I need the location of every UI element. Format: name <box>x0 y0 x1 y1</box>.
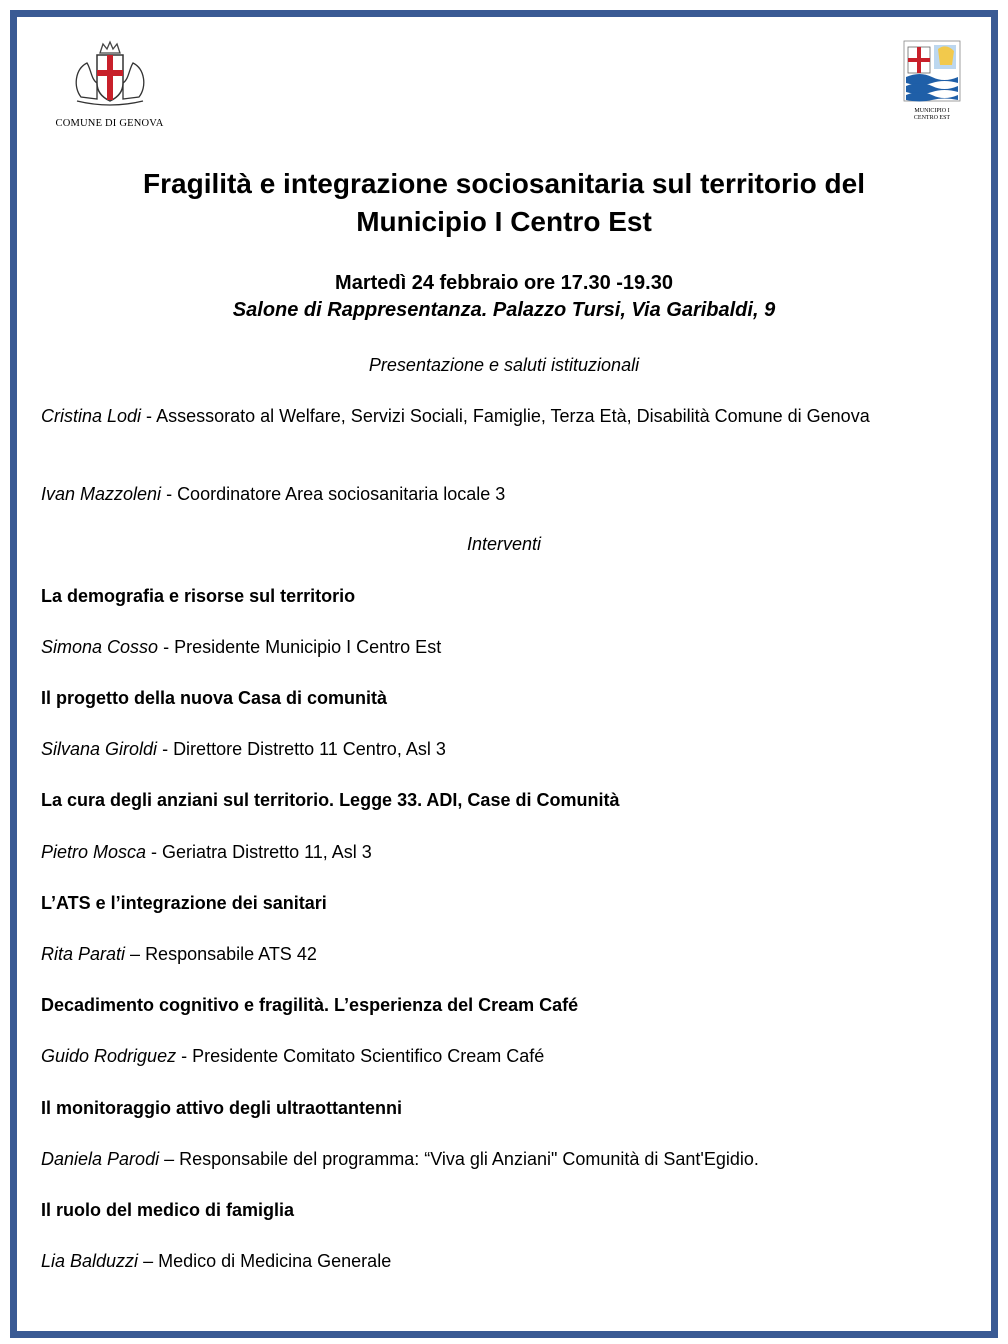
talk-topic: Il monitoraggio attivo degli ultraottantenni <box>41 1098 402 1118</box>
event-title-line-2: Municipio I Centro Est <box>356 206 652 237</box>
speaker-name: Rita Parati <box>41 944 126 964</box>
comune-logo-caption: COMUNE DI GENOVA <box>55 118 164 129</box>
speaker-entry <box>41 403 961 429</box>
section-heading-talks: Interventi <box>466 534 542 554</box>
speaker-name: Guido Rodriguez <box>41 1046 177 1066</box>
speaker-entry <box>41 1146 961 1172</box>
speaker-entry <box>41 941 961 967</box>
event-venue: Salone di Rappresentanza. Palazzo Tursi, Via Garibaldi, 9 <box>232 299 776 321</box>
separator: - <box>176 1046 193 1066</box>
speaker-role: Responsabile ATS 42 <box>145 944 317 964</box>
speaker-entry <box>41 1248 961 1274</box>
separator: - <box>161 484 178 504</box>
speaker-entry <box>41 1043 961 1069</box>
page-border <box>10 10 998 1338</box>
talk-topic: La cura degli anziani sul territorio. Legge 33. ADI, Case di Comunità <box>41 790 620 810</box>
separator: – <box>138 1251 159 1271</box>
event-title <box>47 165 961 241</box>
speaker-role: Direttore Distretto 11 Centro, Asl 3 <box>173 739 446 759</box>
separator: – <box>125 944 146 964</box>
event-details <box>47 270 961 324</box>
section-heading-greetings: Presentazione e saluti istituzionali <box>368 355 640 375</box>
talk-topic: Decadimento cognitivo e fragilità. L’esperienza del Cream Café <box>41 995 579 1015</box>
speaker-role: Presidente Comitato Scientifico Cream Café <box>192 1046 545 1066</box>
speaker-name: Daniela Parodi <box>41 1149 160 1169</box>
speaker-name: Cristina Lodi <box>41 406 142 426</box>
talk-topic: La demografia e risorse sul territorio <box>41 586 356 606</box>
speaker-role: Medico di Medicina Generale <box>158 1251 392 1271</box>
speaker-name: Lia Balduzzi <box>41 1251 139 1271</box>
speaker-entry <box>41 736 961 762</box>
separator: - <box>157 739 174 759</box>
genova-coat-of-arms-icon <box>67 39 153 111</box>
talk-topic: Il ruolo del medico di famiglia <box>41 1200 295 1220</box>
talk-topic: Il progetto della nuova Casa di comunità <box>41 688 388 708</box>
speaker-name: Simona Cosso <box>41 637 159 657</box>
event-date: Martedì 24 febbraio ore 17.30 -19.30 <box>335 272 673 294</box>
speaker-entry <box>41 839 961 865</box>
speaker-role: Assessorato al Welfare, Servizi Sociali, Famiglie, Terza Età, Disabilità Comune di Genova <box>156 406 870 426</box>
speaker-name: Silvana Giroldi <box>41 739 158 759</box>
speaker-role: Coordinatore Area sociosanitaria locale 3 <box>177 484 506 504</box>
comune-di-genova-logo <box>47 39 172 129</box>
speaker-name: Pietro Mosca <box>41 842 147 862</box>
speaker-role: Geriatra Distretto 11, Asl 3 <box>162 842 372 862</box>
talk-topic: L’ATS e l’integrazione dei sanitari <box>41 893 327 913</box>
event-title-line-1: Fragilità e integrazione sociosanitaria sul territorio del <box>143 168 865 199</box>
speaker-entry <box>41 481 961 507</box>
separator: – <box>159 1149 180 1169</box>
municipio-logo-caption-2: CENTRO EST <box>913 115 951 121</box>
municipio-logo-caption-1: MUNICIPIO I <box>914 108 950 114</box>
separator: - <box>146 842 163 862</box>
speaker-role: Responsabile del programma: “Viva gli Anziani" Comunità di Sant'Egidio. <box>179 1149 759 1169</box>
speaker-name: Ivan Mazzoleni <box>41 484 162 504</box>
speaker-role: Presidente Municipio I Centro Est <box>174 637 442 657</box>
speaker-entry <box>41 634 961 660</box>
municipio-centro-est-logo <box>897 39 967 122</box>
municipio-emblem-icon <box>902 39 962 103</box>
separator: - <box>158 637 175 657</box>
separator: - <box>141 406 157 426</box>
